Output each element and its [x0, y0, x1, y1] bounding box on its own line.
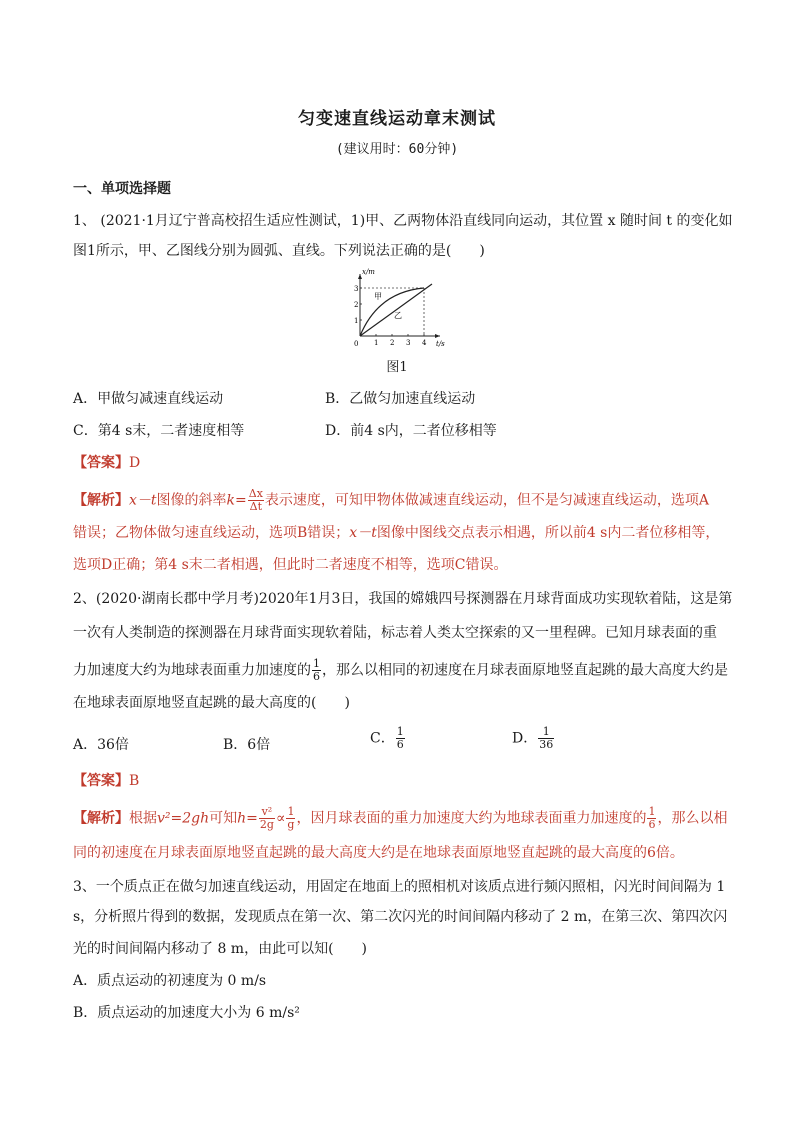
- q2-option-c: C． $\frac{1}{6}$: [370, 725, 404, 751]
- q2-option-a: A．36倍: [73, 737, 129, 753]
- curve-yi: [360, 284, 432, 336]
- x-tick-3: 3: [406, 339, 411, 347]
- q3-stem-line1: 3、一个质点正在做匀加速直线运动，用固定在地面上的照相机对该质点进行频闪照相，闪光时间间隔为 1: [73, 879, 726, 895]
- x-axis-label: t/s: [436, 340, 445, 348]
- section-heading: 一、单项选择题: [73, 181, 171, 197]
- x-tick-4: 4: [422, 339, 427, 347]
- label-yi: 乙: [394, 311, 402, 320]
- q3-stem-line2: s，分析照片得到的数据，发现质点在第一次、第二次闪光的时间间隔内移动了 2 m，在第三次、第四次闪: [73, 909, 728, 925]
- q2-stem-line4: 在地球表面原地竖直起跳的最大高度的( ): [73, 695, 350, 711]
- y-tick-1: 1: [354, 317, 359, 325]
- y-tick-3: 3: [354, 285, 359, 293]
- q1-stem-line1: 1、 (2021·1月辽宁普高校招生适应性测试，1)甲、乙两物体沿直线同向运动，其位置 x 随时间 t 的变化如: [73, 213, 733, 229]
- q3-option-a: A．质点运动的初速度为 0 m/s: [73, 973, 267, 989]
- q3-option-b: B．质点运动的加速度大小为 6 m/s²: [73, 1005, 300, 1021]
- q1-analysis-line2: 错误；乙物体做匀速直线运动，选项B错误；x－t图像中图线交点表示相遇，所以前4 s内二者位移相等，: [73, 525, 720, 541]
- origin-label: 0: [354, 340, 359, 348]
- answer-value: D: [129, 455, 141, 471]
- label-jia: 甲: [374, 292, 382, 301]
- slope-fraction: $\frac{\Delta x}{\Delta t}$: [248, 487, 263, 513]
- q2-answer: 【答案】B: [73, 773, 140, 789]
- q2-stem-line1: 2、(2020·湖南长郡中学月考)2020年1月3日，我国的嫦娥四号探测器在月球背面成功实现软着陆，这是第: [73, 591, 733, 607]
- q2-option-d: D． $\frac{1}{36}$: [512, 725, 554, 751]
- x-tick-2: 2: [390, 339, 395, 347]
- analysis-tag: 【解析】: [73, 492, 129, 509]
- q2-option-b: B．6倍: [223, 737, 271, 753]
- figure-caption: 图1: [386, 360, 408, 375]
- y-axis-label: x/m: [362, 268, 375, 276]
- page-subtitle: (建议用时：60分钟): [335, 142, 459, 157]
- q1-option-c: C．第4 s末，二者速度相等: [73, 423, 245, 439]
- q2-analysis-line1: 【解析】根据v²=2gh可知h= $\frac{\text{v²}}{2g}$ ∝ $\frac{1}{g}$ ，因月球表面的重力加速度大约为地球表面重力加速度的 $\frac{1}{6}$ ，那么以相: [73, 805, 728, 831]
- fraction-one-sixth: $\frac{1}{6}$: [313, 657, 320, 683]
- q2-analysis-line2: 同的初速度在月球表面原地竖直起跳的最大高度大约是在地球表面原地竖直起跳的最大高度的6倍。: [73, 845, 684, 861]
- q3-stem-line3: 光的时间间隔内移动了 8 m，由此可以知( ): [73, 941, 368, 957]
- q1-stem-line2: 图1所示，甲、乙图线分别为圆弧、直线。下列说法正确的是( ): [73, 243, 485, 259]
- y-tick-2: 2: [354, 301, 359, 309]
- q1-answer: [73, 454, 723, 472]
- page-title: 匀变速直线运动章末测试: [298, 109, 496, 129]
- q1-option-d: D．前4 s内，二者位移相等: [325, 423, 497, 439]
- q1-xt-graph: [350, 268, 450, 348]
- x-tick-1: 1: [374, 339, 379, 347]
- q1-option-b: B．乙做匀加速直线运动: [325, 391, 476, 407]
- q1-option-a: A．甲做匀减速直线运动: [73, 391, 224, 407]
- q2-stem-line3: 力加速度大约为地球表面重力加速度的 $\frac{1}{6}$ ，那么以相同的初速度在月球表面原地竖直起跳的最大高度大约是: [73, 657, 728, 683]
- q1-analysis-line1: 【解析】x－t图像的斜率k= $\frac{\Delta x}{\Delta t}$ 表示速度，可知甲物体做减速直线运动，但不是匀减速直线运动，选项A: [73, 487, 710, 513]
- answer-tag: 【答案】: [73, 455, 129, 471]
- q1-analysis-line3: 选项D正确；第4 s末二者相遇，但此时二者速度不相等，选项C错误。: [73, 557, 508, 573]
- q2-stem-line2: 一次有人类制造的探测器在月球背面实现软着陆，标志着人类太空探索的又一里程碑。已知月球表面的重: [73, 625, 717, 641]
